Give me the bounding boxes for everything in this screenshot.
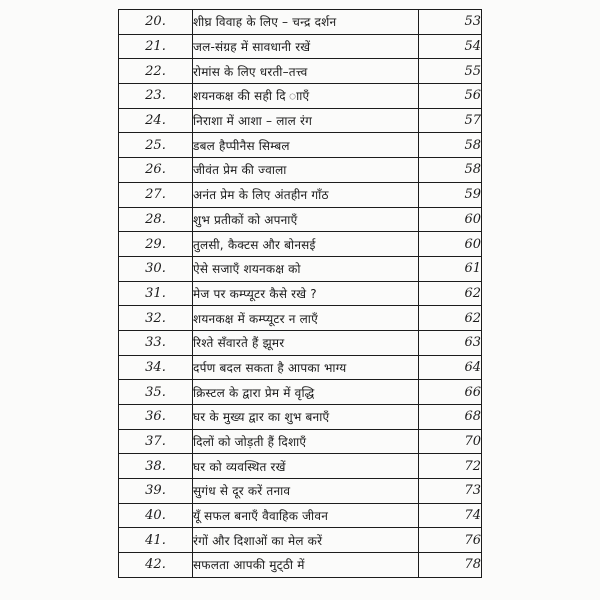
chapter-title: शीघ्र विवाह के लिए – चन्द्र दर्शन bbox=[193, 10, 419, 35]
page-number: 73 bbox=[419, 479, 482, 504]
page-number: 66 bbox=[419, 380, 482, 405]
toc-row bbox=[119, 306, 482, 331]
chapter-number: 32. bbox=[119, 306, 193, 331]
page-number: 58 bbox=[419, 158, 482, 183]
chapter-number: 35. bbox=[119, 380, 193, 405]
page-number: 60 bbox=[419, 207, 482, 232]
chapter-title: सुगंध से दूर करें तनाव bbox=[193, 479, 419, 504]
chapter-number: 39. bbox=[119, 479, 193, 504]
toc-row bbox=[119, 479, 482, 504]
chapter-number: 34. bbox=[119, 355, 193, 380]
toc-row bbox=[119, 207, 482, 232]
page-number: 58 bbox=[419, 133, 482, 158]
chapter-title: दिलों को जोड़ती हैं दिशाएँ bbox=[193, 429, 419, 454]
page-number: 76 bbox=[419, 528, 482, 553]
toc-row bbox=[119, 232, 482, 257]
chapter-number: 38. bbox=[119, 454, 193, 479]
chapter-title: सफलता आपकी मुट्‌ठी में bbox=[193, 553, 419, 578]
page-number: 62 bbox=[419, 281, 482, 306]
toc-row bbox=[119, 503, 482, 528]
chapter-title: डबल हैप्पीनैस सिम्बल bbox=[193, 133, 419, 158]
toc-row bbox=[119, 34, 482, 59]
chapter-title: शयनकक्ष की सही दि ााएँ bbox=[193, 84, 419, 109]
page-number: 53 bbox=[419, 10, 482, 35]
page-number: 54 bbox=[419, 34, 482, 59]
toc-row bbox=[119, 108, 482, 133]
chapter-number: 33. bbox=[119, 330, 193, 355]
chapter-number: 37. bbox=[119, 429, 193, 454]
page-number: 72 bbox=[419, 454, 482, 479]
page-number: 63 bbox=[419, 330, 482, 355]
chapter-number: 23. bbox=[119, 84, 193, 109]
chapter-number: 28. bbox=[119, 207, 193, 232]
toc-row bbox=[119, 330, 482, 355]
page-number: 74 bbox=[419, 503, 482, 528]
toc-row bbox=[119, 59, 482, 84]
chapter-title: ऐसे सजाएँ शयनकक्ष को bbox=[193, 256, 419, 281]
chapter-number: 27. bbox=[119, 182, 193, 207]
toc-row bbox=[119, 553, 482, 578]
toc-row bbox=[119, 281, 482, 306]
chapter-title: घर को व्यवस्थित रखें bbox=[193, 454, 419, 479]
toc-row bbox=[119, 133, 482, 158]
chapter-title: शयनकक्ष में कम्प्यूटर न लाएँ bbox=[193, 306, 419, 331]
page-number: 78 bbox=[419, 553, 482, 578]
toc-body bbox=[119, 10, 482, 578]
chapter-number: 26. bbox=[119, 158, 193, 183]
chapter-title: मेज पर कम्प्यूटर कैसे रखे ? bbox=[193, 281, 419, 306]
page-number: 62 bbox=[419, 306, 482, 331]
page-number: 55 bbox=[419, 59, 482, 84]
chapter-number: 31. bbox=[119, 281, 193, 306]
chapter-number: 36. bbox=[119, 405, 193, 430]
toc-row bbox=[119, 355, 482, 380]
page-number: 57 bbox=[419, 108, 482, 133]
page-number: 64 bbox=[419, 355, 482, 380]
toc-row bbox=[119, 405, 482, 430]
chapter-number: 25. bbox=[119, 133, 193, 158]
chapter-title: अनंत प्रेम के लिए अंतहीन गाँठ bbox=[193, 182, 419, 207]
chapter-number: 24. bbox=[119, 108, 193, 133]
chapter-title: निराशा में आशा – लाल रंग bbox=[193, 108, 419, 133]
toc-row bbox=[119, 454, 482, 479]
chapter-title: जीवंत प्रेम की ज्वाला bbox=[193, 158, 419, 183]
toc-row bbox=[119, 10, 482, 35]
chapter-number: 21. bbox=[119, 34, 193, 59]
chapter-title: रोमांस के लिए धरती–तत्त्व bbox=[193, 59, 419, 84]
chapter-number: 29. bbox=[119, 232, 193, 257]
toc-row bbox=[119, 429, 482, 454]
chapter-title: घर के मुख्य द्वार का शुभ बनाएँ bbox=[193, 405, 419, 430]
chapter-title: रिश्ते सँवारते हैं झूमर bbox=[193, 330, 419, 355]
toc-row bbox=[119, 182, 482, 207]
chapter-title: जल-संग्रह में सावधानी रखें bbox=[193, 34, 419, 59]
chapter-number: 40. bbox=[119, 503, 193, 528]
chapter-title: रंगों और दिशाओं का मेल करें bbox=[193, 528, 419, 553]
page-number: 68 bbox=[419, 405, 482, 430]
toc-row bbox=[119, 256, 482, 281]
page-number: 56 bbox=[419, 84, 482, 109]
page-number: 61 bbox=[419, 256, 482, 281]
toc-row bbox=[119, 84, 482, 109]
chapter-number: 30. bbox=[119, 256, 193, 281]
chapter-number: 41. bbox=[119, 528, 193, 553]
chapter-title: दर्पण बदल सकता है आपका भाग्य bbox=[193, 355, 419, 380]
page-number: 59 bbox=[419, 182, 482, 207]
chapter-number: 20. bbox=[119, 10, 193, 35]
table-of-contents bbox=[118, 9, 482, 578]
chapter-title: यूँ सफल बनाएँ वैवाहिक जीवन bbox=[193, 503, 419, 528]
chapter-number: 42. bbox=[119, 553, 193, 578]
toc-row bbox=[119, 528, 482, 553]
chapter-number: 22. bbox=[119, 59, 193, 84]
chapter-title: क्रिस्टल के द्वारा प्रेम में वृद्धि bbox=[193, 380, 419, 405]
page-number: 70 bbox=[419, 429, 482, 454]
toc-row bbox=[119, 380, 482, 405]
chapter-title: तुलसी, कैक्टस और बोनसई bbox=[193, 232, 419, 257]
page-number: 60 bbox=[419, 232, 482, 257]
toc-row bbox=[119, 158, 482, 183]
chapter-title: शुभ प्रतीकों को अपनाएँ bbox=[193, 207, 419, 232]
